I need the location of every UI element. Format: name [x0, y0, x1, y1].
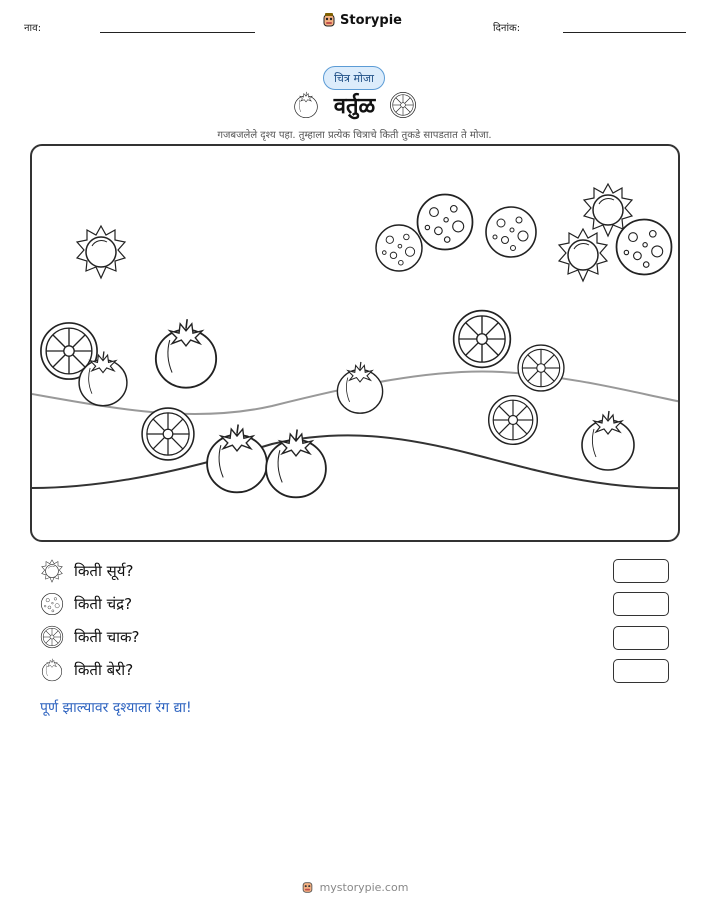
- name-line[interactable]: [100, 32, 255, 33]
- berry-icon: [156, 319, 216, 387]
- wheel-icon: [40, 625, 64, 649]
- wheel-icon: [454, 311, 511, 368]
- coloring-note: पूर्ण झाल्यावर दृश्याला रंग द्या!: [40, 700, 192, 716]
- question-row-wheel: [40, 624, 140, 650]
- berry-icon: [292, 91, 320, 119]
- moon-icon: [617, 220, 672, 275]
- storypie-mascot-icon: [322, 12, 336, 28]
- storypie-mascot-icon: [301, 880, 314, 894]
- name-label: नाव:: [24, 23, 42, 34]
- question-label: किती बेरी?: [74, 661, 134, 679]
- answer-box-berry[interactable]: [613, 659, 669, 683]
- footer-url[interactable]: mystorypie.com: [319, 880, 409, 894]
- moon-icon: [376, 225, 422, 271]
- brand-name: Storypie: [340, 12, 402, 28]
- berry-icon: [266, 430, 326, 498]
- answer-box-wheel[interactable]: [613, 626, 669, 650]
- berry-icon: [40, 658, 64, 682]
- moon-icon: [418, 195, 473, 250]
- answer-box-sun[interactable]: [613, 559, 669, 583]
- answer-box-moon[interactable]: [613, 592, 669, 616]
- wheel-icon: [518, 345, 564, 391]
- date-label: दिनांक:: [493, 23, 521, 34]
- question-row-moon: [40, 591, 132, 617]
- question-label: किती चंद्र?: [74, 595, 133, 613]
- scene-illustration: [32, 146, 680, 542]
- berry-icon: [337, 362, 382, 413]
- sun-icon: [77, 226, 125, 278]
- counting-scene: [30, 144, 680, 542]
- title-row: [0, 90, 709, 120]
- question-row-sun: [40, 558, 133, 584]
- instructions: गजबजलेले दृश्य पहा. तुम्हाला प्रत्येक चित्राचे किती तुकडे सापडतात ते मोजा.: [217, 130, 492, 141]
- wheel-icon: [489, 396, 538, 445]
- sun-icon: [40, 559, 64, 583]
- date-line[interactable]: [563, 32, 686, 33]
- berry-icon: [582, 411, 634, 470]
- moon-icon: [40, 592, 64, 616]
- berry-icon: [207, 425, 267, 493]
- brand-logo: [322, 12, 402, 28]
- wheel-icon: [389, 91, 417, 119]
- wheel-icon: [142, 408, 194, 460]
- activity-badge: चित्र मोजा: [323, 66, 385, 90]
- question-label: किती सूर्य?: [74, 562, 134, 580]
- sun-icon: [559, 229, 607, 281]
- question-row-berry: [40, 657, 133, 683]
- question-label: किती चाक?: [74, 628, 140, 646]
- footer: [0, 880, 709, 894]
- page-title: वर्तुळ: [333, 94, 376, 119]
- moon-icon: [486, 207, 536, 257]
